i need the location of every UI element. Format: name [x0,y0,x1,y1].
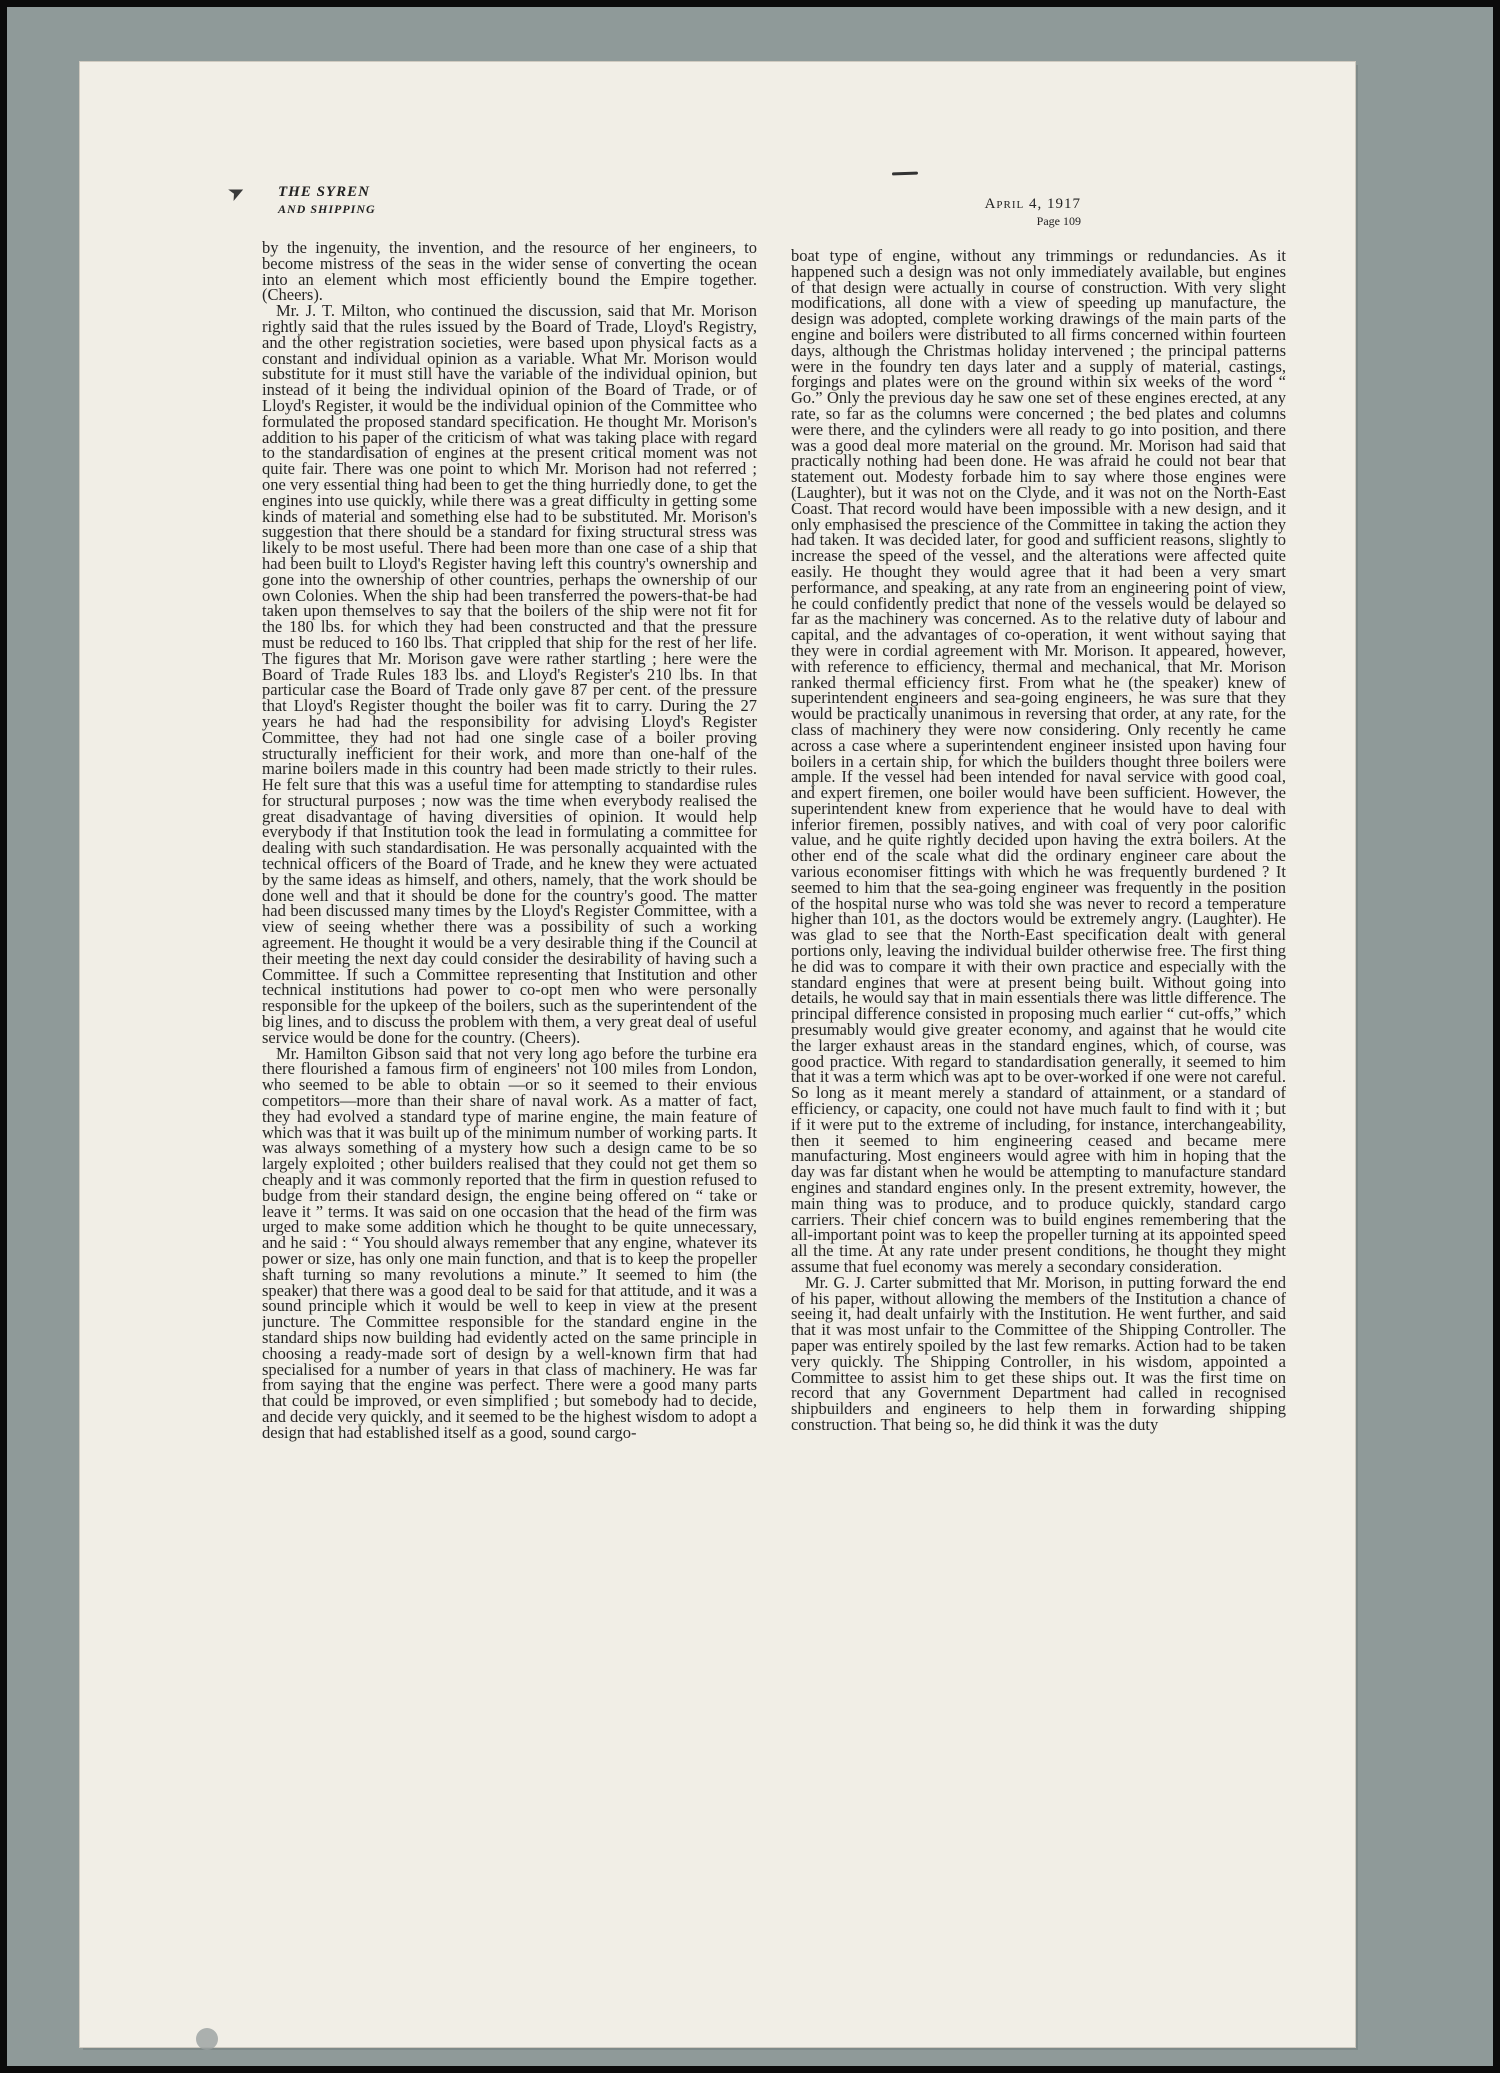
issue-date: April 4, 1917 [984,196,1081,212]
dateline [985,196,1081,230]
publication-line-2: AND SHIPPING [278,202,376,216]
tear-mark [892,172,918,176]
publication-title [278,184,376,218]
newspaper-page [80,62,1355,2047]
left-column [262,240,757,1980]
stain-mark [196,2028,218,2050]
paragraph: boat type of engine, without any trimmings or redundancies. As it happened such a design was not only immediately available, but engines of that design were actually in course of construction. With very slight modifications, all done with a view of speeding up manufacture, the design was adopted, complete working drawings of the main parts of the engine and boilers were distributed to all firms concerned within fourteen days, although the Christmas holiday intervened ; the principal patterns were in the foundry ten days later and a supply of material, castings, forgings and plates were on the ground within six weeks of the word “ Go.” Only the previous day he saw one set of these engines erected, at any rate, so far as the columns were concerned ; the bed plates and columns were there, and the cylinders were all ready to go into position, and there was a good deal more material on the ground. Mr. Morison had said that practically nothing had been done. He was afraid he could not bear that statement out. Modesty forbade him to say where those engines were (Laughter), but it was not on the Clyde, and it was not on the North-East Coast. That record would have been impossible with a new design, and it only emphasised the prescience of the Committee in taking the action they had taken. It was decided later, for good and sufficient reasons, slightly to increase the speed of the vessel, and the alterations were affected quite easily. He thought they would agree that it had been a very smart performance, and speaking, at any rate from an engineering point of view, he could confidently predict that none of the vessels would be delayed so far as the machinery was concerned. As to the relative duty of labour and capital, and the advantages of co-operation, it went without saying that they were in cordial agreement with Mr. Morison. It appeared, however, with reference to efficiency, thermal and mechanical, that Mr. Morison ranked thermal efficiency first. From what he (the speaker) knew of superintendent engineers and sea-going engineers, he was sure that they would be practically unanimous in reversing that order, at any rate, for the class of machinery they were now considering. Only recently he came across a case where a superintendent engineer insisted upon having four boilers in a certain ship, for which the builders thought three boilers were ample. If the vessel had been intended for naval service with good coal, and expert firemen, one boiler would have been sufficient. However, the superintendent knew from experience that he would have to deal with inferior firemen, possibly natives, and with coal of very poor calorific value, and he quite rightly decided upon having the extra boilers. At the other end of the scale what did the ordinary engineer care about the various economiser fittings with which he was frequently burdened ? It seemed to him that the sea-going engineer was frequently in the position of the hospital nurse who was told she was never to record a temperature higher than 101, as the doctors would be extremely angry. (Laughter). He was glad to see that the North-East specification dealt with general portions only, leaving the individual builder otherwise free. The first thing he did was to compare it with their own practice and especially with the standard engines that were at present being built. Without going into details, he would say that in main essentials there was little difference. The principal difference consisted in proposing much earlier “ cut-offs,” which presumably would give greater economy, and against that he would cite the larger exhaust areas in the standard engines, which, of course, was good practice. With regard to standardisation generally, it seemed to him that it was a term which was apt to be over-worked if one were not careful. So long as it meant merely a standard of attainment, or a standard of efficiency, or capacity, one could not have much fault to find with it ; but if it were put to the extreme of including, for instance, interchangeability, then it seemed to him engineering ceased and became mere manufacturing. Most engineers would agree with him in hoping that the day was far distant when he would be attempting to manufacture standard engines and standard engines only. In the present extremity, however, the main thing was to produce, and to produce quickly, standard cargo carriers. Their chief concern was to build engines remembering that the all-important point was to keep the propeller turning at its appointed speed all the time. At any rate under present conditions, he thought they might assume that fuel economy was merely a secondary consideration. [791,248,1286,1276]
paragraph: Mr. Hamilton Gibson said that not very long ago before the turbine era there flourished a famous firm of engineers' not 100 miles from London, who seemed to be able to obtain —or so it seemed to their envious competitors—more than their share of naval work. As a matter of fact, they had evolved a standard type of marine engine, the main feature of which was that it was built up of the minimum number of working parts. It was always something of a mystery how such a design came to be so largely exploited ; other builders realised that they could not get them so cheaply and it was commonly reported that the firm in question refused to budge from their standard design, the engine being offered on “ take or leave it ” terms. It was said on one occasion that the head of the firm was urged to make some addition which he thought to be quite unnecessary, and he said : “ You should always remember that any engine, whatever its power or size, has only one main function, and that is to keep the propeller shaft turning so many revolutions a minute.” It seemed to him (the speaker) that there was a good deal to be said for that attitude, and it was a sound principle which it would be well to keep in view at the present juncture. The Committee responsible for the standard engine in the standard ships now building had evidently acted on the same principle in choosing a ready-made sort of design by a well-known firm that had specialised for a number of years in that class of machinery. He was far from saying that the engine was perfect. There were a good many parts that could be improved, or even simplified ; but somebody had to decide, and decide very quickly, and it seemed to be the highest wisdom to adopt a design that had established itself as a good, sound cargo- [262,1043,757,1442]
paragraph: by the ingenuity, the invention, and the resource of her engineers, to become mistress of the seas in the wider sense of converting the ocean into an element which most efficiently bound the Empire together. (Cheers). [262,240,757,305]
punch-hole-icon: ➤ [224,179,249,207]
page-number: Page 109 [1036,214,1081,228]
publication-line-1: THE SYREN [278,184,370,200]
paragraph: Mr. G. J. Carter submitted that Mr. Morison, in putting forward the end of his paper, without allowing the members of the Institution a chance of seeing it, had dealt unfairly with the Institution. He went further, and said that it was most unfair to the Committee of the Shipping Controller. The paper was entirely spoiled by the last few remarks. Action had to be taken very quickly. The Shipping Controller, in his wisdom, appointed a Committee to assist him to get these ships out. It was the first time on record that any Government Department had called in recognised shipbuilders and engineers to help them in forwarding shipping construction. That being so, he did think it was the duty [791,1272,1286,1434]
right-column [791,248,1286,1988]
paragraph: Mr. J. T. Milton, who continued the discussion, said that Mr. Morison rightly said that the rules issued by the Board of Trade, Lloyd's Registry, and the other registration societies, were based upon physical facts as a constant and individual opinion as a variable. What Mr. Morison would substitute for it must still have the variable of the individual opinion, but instead of it being the individual opinion of the Board of Trade, or of Lloyd's Register, it would be the individual opinion of the Committee who formulated the proposed standard specification. He thought Mr. Morison's addition to his paper of the criticism of what was taking place with regard to the standardisation of engines at the present critical moment was not quite fair. There was one point to which Mr. Morison had not referred ; one very essential thing had been to get the thing hurriedly done, to get the engines into use quickly, while there was a great difficulty in getting some kinds of material and something else had to be substituted. Mr. Morison's suggestion that there should be a standard for fixing structural stress was likely to be most useful. There had been more than one case of a ship that had been built to Lloyd's Register having left this country's ownership and gone into the ownership of other countries, perhaps the ownership of our own Colonies. When the ship had been transferred the powers-that-be had taken upon themselves to say that the boilers of the ship were not fit for the 180 lbs. for which they had been constructed and that the pressure must be reduced to 160 lbs. That crippled that ship for the rest of her life. The figures that Mr. Morison gave were rather startling ; here were the Board of Trade Rules 183 lbs. and Lloyd's Register's 210 lbs. In that particular case the Board of Trade only gave 87 per cent. of the pressure that Lloyd's Register thought the boiler was fit to carry. During the 27 years he had had the responsibility for advising Lloyd's Register Committee, they had not had one single case of a boiler proving structurally inefficient for their work, and more than one-half of the marine boilers made in this country had been made strictly to their rules. He felt sure that this was a useful time for attempting to standardise rules for structural purposes ; now was the time when everybody realised the great disadvantage of having diversities of opinion. It would help everybody if that Institution took the lead in formulating a committee for dealing with such standardisation. He was personally acquainted with the technical officers of the Board of Trade, and he knew they were actuated by the same ideas as himself, and others, namely, that the work should be done well and that it should be done for the country's good. The matter had been discussed many times by the Lloyd's Register Committee, with a view of seeing whether there was a possibility of such a working agreement. He thought it would be a very desirable thing if the Council at their meeting the next day could consider the desirability of having such a Committee. If such a Committee representing that Institution and other technical institutions had power to co-opt men who were personally responsible for the upkeep of the boilers, such as the superintendent of the big lines, and to discuss the problem with them, a very great deal of useful service would be done for the country. (Cheers). [262,301,757,1047]
